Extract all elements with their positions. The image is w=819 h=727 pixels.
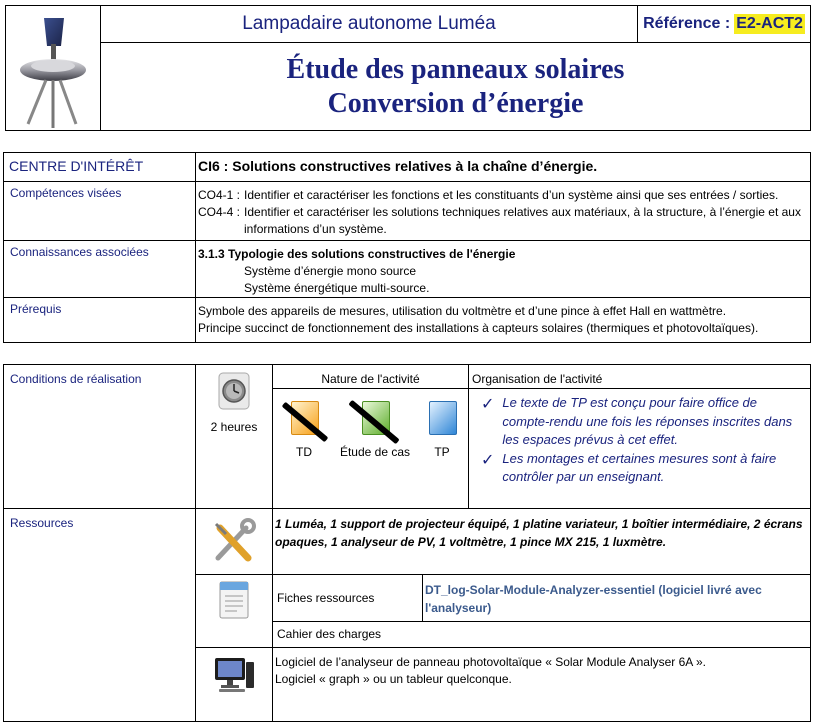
centre-label-cell bbox=[3, 152, 196, 182]
centre-label: CENTRE D'INTÉRÊT bbox=[9, 158, 144, 174]
tools-icon bbox=[210, 518, 258, 566]
reference-code: E2-ACT2 bbox=[736, 15, 803, 32]
main-title-line1: Étude des panneaux solaires bbox=[286, 54, 625, 85]
activity-tp bbox=[421, 395, 463, 465]
product-title: Lampadaire autonome Luméa bbox=[242, 13, 496, 34]
organisation-header: Organisation de l'activité bbox=[472, 372, 603, 386]
activity-td bbox=[283, 395, 325, 465]
nature-body-cell bbox=[272, 388, 469, 509]
prerequis-line: Principe succinct de fonctionnement des installations à capteurs solaires (thermiques et photovoltaïques). bbox=[198, 321, 759, 335]
street-lamp-image bbox=[6, 6, 100, 130]
reference-cell bbox=[637, 5, 811, 43]
competence-code: CO4-4 : bbox=[198, 205, 241, 219]
competence-code: CO4-1 : bbox=[198, 188, 241, 202]
organisation-body-cell bbox=[468, 388, 811, 509]
competences-label: Compétences visées bbox=[10, 186, 122, 200]
activity-label: TD bbox=[296, 445, 312, 459]
organisation-item bbox=[481, 450, 802, 487]
checkmark-icon: ✓ bbox=[481, 396, 495, 413]
connaissances-label-cell bbox=[3, 240, 196, 298]
ressources-label: Ressources bbox=[10, 516, 74, 530]
activity-label: TP bbox=[434, 445, 450, 459]
connaissances-label: Connaissances associées bbox=[10, 245, 149, 259]
organisation-header-cell bbox=[468, 364, 811, 389]
fiches-link[interactable]: DT_log-Solar-Module-Analyzer-essentiel (logiciel livré avec l'analyseur) bbox=[425, 583, 762, 615]
clock-icon bbox=[216, 371, 252, 413]
organisation-text: Le texte de TP est conçu pour faire office de compte-rendu une fois les réponses inscrites dans les espaces prévus à cet effet. bbox=[502, 395, 793, 447]
tools-icon-cell bbox=[195, 508, 273, 575]
main-title-cell bbox=[100, 42, 811, 131]
materiel-cell bbox=[272, 508, 811, 575]
centre-value-cell bbox=[195, 152, 811, 182]
organisation-item bbox=[481, 394, 802, 450]
organisation-text: Les montages et certaines mesures sont à faire contrôler par un enseignant. bbox=[502, 450, 777, 484]
connaissances-cell bbox=[195, 240, 811, 298]
connaissances-item: Système énergétique multi-source. bbox=[244, 281, 430, 295]
header-logo-cell bbox=[5, 5, 101, 131]
blue-document-icon bbox=[429, 401, 457, 435]
duration-cell bbox=[195, 364, 273, 509]
connaissances-title: 3.1.3 Typologie des solutions constructives de l'énergie bbox=[198, 247, 516, 261]
prerequis-label-cell bbox=[3, 297, 196, 343]
fiches-label: Fiches ressources bbox=[277, 590, 375, 605]
competences-cell bbox=[195, 181, 811, 241]
document-icon-cell bbox=[195, 574, 273, 648]
competences-label-cell bbox=[3, 181, 196, 241]
prerequis-line: Symbole des appareils de mesures, utilisation du voltmètre et d’une pince à effet Hall en wattmètre. bbox=[198, 304, 727, 318]
fiches-label-cell bbox=[272, 574, 423, 622]
logiciel-cell bbox=[272, 647, 811, 722]
cahier-cell bbox=[272, 621, 811, 648]
logiciel-line: Logiciel « graph » ou un tableur quelconque. bbox=[275, 672, 512, 686]
activity-label: Étude de cas bbox=[339, 445, 411, 459]
fiches-link-cell bbox=[422, 574, 811, 622]
competence-text: Identifier et caractériser les solutions techniques relatives aux matériaux, à la structure, à l’énergie et aux informations d’un système. bbox=[244, 205, 801, 236]
product-title-cell bbox=[100, 5, 638, 43]
competence-text: Identifier et caractériser les fonctions et les constituants d’un système ainsi que ses entrées / sorties. bbox=[244, 188, 779, 202]
materiel-text: 1 Luméa, 1 support de projecteur équipé, 1 platine variateur, 1 boîtier intermédiaire, 2 écrans opaques, 1 analyseur de PV, 1 voltmètre, 1 pince MX 215, 1 luxmètre. bbox=[275, 517, 803, 549]
prerequis-cell bbox=[195, 297, 811, 343]
computer-icon bbox=[213, 656, 255, 692]
logiciel-line: Logiciel de l’analyseur de panneau photovoltaïque « Solar Module Analyser 6A ». bbox=[275, 655, 706, 669]
conditions-label: Conditions de réalisation bbox=[10, 372, 142, 386]
computer-icon-cell bbox=[195, 647, 273, 722]
nature-header-cell bbox=[272, 364, 469, 389]
activity-etude-de-cas bbox=[335, 395, 415, 465]
ressources-label-cell bbox=[3, 508, 196, 722]
connaissances-item: Système d’énergie mono source bbox=[244, 264, 417, 278]
document-icon bbox=[219, 581, 249, 619]
conditions-label-cell bbox=[3, 364, 196, 509]
centre-value: CI6 : Solutions constructives relatives à la chaîne d’énergie. bbox=[198, 158, 598, 174]
competence-item bbox=[198, 204, 808, 238]
main-title-line2: Conversion d’énergie bbox=[327, 88, 584, 119]
nature-header: Nature de l'activité bbox=[321, 372, 420, 386]
reference-label: Référence : bbox=[643, 15, 731, 32]
competence-item bbox=[198, 187, 808, 204]
cahier-label: Cahier des charges bbox=[277, 627, 382, 641]
checkmark-icon: ✓ bbox=[481, 451, 495, 469]
prerequis-label: Prérequis bbox=[10, 302, 62, 316]
duration-text: 2 heures bbox=[210, 420, 258, 434]
